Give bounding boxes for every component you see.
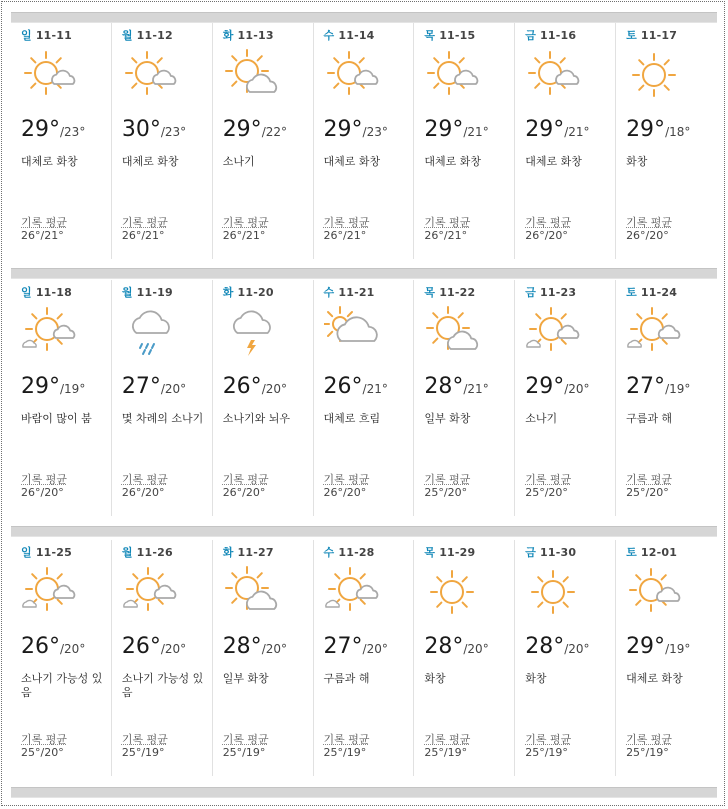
condition-text: 일부 화창 [424,412,471,425]
historical-average-label[interactable]: 기록 평균 [424,473,471,486]
high-temp: 29° [21,117,60,142]
day-cell[interactable] [213,280,314,516]
thunder-cloud-icon [223,304,279,360]
condition-text: 구름과 해 [626,412,673,425]
date-label: 11-25 [35,546,73,559]
low-temp: /21° [362,382,388,396]
high-temp: 28° [222,634,262,659]
condition-text: 대체로 화창 [626,672,683,685]
windy-sun-icon [525,304,581,360]
historical-average-label[interactable]: 기록 평균 [525,733,572,746]
sunny-icon [626,47,682,103]
condition-text: 대체로 화창 [21,155,78,168]
temperature [626,117,690,142]
day-of-week: 화 [222,286,234,299]
day-date [223,27,274,43]
historical-average-value: 26°/20° [525,229,568,242]
temperature [21,634,85,659]
historical-average-label[interactable]: 기록 평균 [222,473,269,486]
high-temp: 29° [424,117,464,142]
historical-average-label[interactable]: 기록 평균 [323,733,370,746]
condition-text: 몇 차례의 소나기 [121,412,204,425]
low-temp: /23° [160,125,187,139]
date-label: 11-19 [136,286,173,299]
windy-sun-icon [324,564,380,620]
temperature [223,374,287,399]
condition-text: 소나기 [525,412,558,425]
historical-average-label[interactable]: 기록 평균 [424,216,471,229]
condition-text: 소나기 가능성 있음 [121,672,204,699]
day-cell[interactable] [314,280,415,516]
day-of-week: 화 [222,29,234,42]
temperature [122,634,186,659]
condition-text: 대체로 화창 [424,155,482,168]
condition-text: 바람이 많이 붐 [21,412,92,425]
day-cell[interactable] [515,540,616,776]
condition-text: 소나기 가능성 있음 [21,672,103,699]
date-label: 11-17 [640,29,678,42]
date-label: 11-18 [35,286,73,299]
windy-sun-icon [626,304,682,360]
windy-sun-icon [21,304,77,360]
historical-average-value: 26°/20° [222,486,266,499]
low-temp: /20° [564,382,590,396]
low-temp: /20° [261,382,287,396]
historical-average-label[interactable]: 기록 평균 [626,733,673,746]
day-date [122,27,173,43]
low-temp: /20° [362,642,388,656]
high-temp: 28° [424,634,464,659]
temperature [626,374,690,399]
low-temp: /19° [665,642,691,656]
day-date [424,284,475,300]
day-date [525,544,576,560]
low-temp: /19° [60,382,86,396]
day-cell[interactable] [616,23,717,259]
low-temp: /22° [261,125,287,139]
temperature [122,374,186,399]
high-temp: 28° [424,374,464,399]
high-temp: 29° [626,634,666,659]
condition-text: 화창 [525,672,547,685]
low-temp: /21° [463,125,489,139]
week-divider [11,526,717,537]
date-label: 11-26 [136,546,173,559]
day-of-week: 목 [424,286,436,299]
temperature [223,117,287,142]
temperature [424,634,488,659]
historical-average-value: 25°/19° [121,746,165,759]
historical-average-value: 26°/21° [222,229,266,242]
date-label: 11-14 [338,29,375,42]
day-date [324,27,375,43]
condition-text: 대체로 화창 [525,155,582,168]
rain-cloud-icon [122,304,178,360]
condition-text: 일부 화창 [222,672,269,685]
day-of-week: 화 [222,546,234,559]
historical-average-value: 26°/21° [424,229,468,242]
temperature [122,117,186,142]
high-temp: 27° [121,374,161,399]
high-temp: 29° [525,374,565,399]
high-temp: 26° [121,634,161,659]
date-label: 11-24 [640,286,678,299]
day-date [21,284,72,300]
date-label: 11-23 [540,286,577,299]
historical-average-label[interactable]: 기록 평균 [121,473,168,486]
day-of-week: 수 [323,286,335,299]
date-label: 11-13 [237,29,274,42]
temperature [525,634,589,659]
day-cell[interactable] [616,280,717,516]
condition-text: 소나기 [222,155,255,168]
historical-average-label[interactable]: 기록 평균 [525,473,572,486]
high-temp: 27° [626,374,666,399]
mostly-cloudy-icon [324,304,380,360]
day-of-week: 금 [525,286,537,299]
day-date [626,544,677,560]
historical-average-value: 26°/20° [626,229,669,242]
day-cell[interactable] [112,540,213,776]
historical-average-label[interactable]: 기록 평균 [121,733,168,746]
mostly-sunny-icon [424,47,480,103]
condition-text: 화창 [626,155,648,168]
day-of-week: 일 [21,29,32,42]
date-label: 11-30 [540,546,577,559]
high-temp: 29° [222,117,262,142]
historical-average-label[interactable]: 기록 평균 [626,473,673,486]
temperature [626,634,690,659]
low-temp: /20° [60,642,86,656]
day-date [424,27,475,43]
day-of-week: 월 [121,546,133,559]
historical-average-value: 25°/20° [626,486,669,499]
mostly-sunny-icon [122,47,178,103]
condition-text: 대체로 흐림 [323,412,381,425]
day-cell[interactable] [213,23,314,259]
day-of-week: 금 [525,546,537,559]
historical-average-label[interactable]: 기록 평균 [121,216,168,229]
high-temp: 26° [323,374,363,399]
mostly-sunny-icon [525,47,581,103]
low-temp: /18° [665,125,691,139]
historical-average-value: 25°/20° [21,746,64,759]
low-temp: /23° [362,125,388,139]
historical-average-label[interactable]: 기록 평균 [323,473,370,486]
historical-average-value: 25°/19° [424,746,468,759]
high-temp: 29° [525,117,565,142]
day-date [525,27,576,43]
temperature [525,117,589,142]
day-of-week: 토 [626,286,637,299]
mostly-sunny-icon [626,564,682,620]
mostly-sunny-icon [324,47,380,103]
historical-average-value: 26°/20° [21,486,64,499]
low-temp: /20° [160,642,187,656]
historical-average-value: 26°/20° [323,486,367,499]
low-temp: /21° [564,125,590,139]
low-temp: /19° [665,382,691,396]
date-label: 11-15 [439,29,476,42]
day-date [223,284,274,300]
day-date [626,284,677,300]
historical-average-value: 25°/19° [626,746,669,759]
historical-average-value: 26°/21° [323,229,367,242]
sunny-icon [525,564,581,620]
day-of-week: 목 [424,546,436,559]
historical-average-label[interactable]: 기록 평균 [21,733,68,746]
condition-text: 대체로 화창 [121,155,179,168]
temperature [324,634,388,659]
date-label: 11-22 [439,286,476,299]
sun-cloud-icon [223,47,279,103]
high-temp: 26° [222,374,262,399]
high-temp: 29° [21,374,60,399]
date-label: 11-21 [338,286,375,299]
date-label: 11-29 [439,546,476,559]
date-label: 11-16 [540,29,577,42]
historical-average-value: 26°/20° [121,486,165,499]
week-divider [11,268,717,279]
day-date [21,544,72,560]
condition-text: 소나기와 뇌우 [222,412,290,425]
day-date [122,284,173,300]
temperature [525,374,589,399]
windy-sun-icon [21,564,77,620]
date-label: 11-28 [338,546,375,559]
low-temp: /21° [463,382,489,396]
day-cell[interactable] [11,540,112,776]
day-cell[interactable] [11,23,112,259]
day-date [424,544,475,560]
date-label: 12-01 [640,546,678,559]
day-of-week: 월 [121,29,133,42]
historical-average-label[interactable]: 기록 평균 [626,216,673,229]
week-row [11,23,717,259]
week-divider [11,787,717,798]
temperature [21,374,85,399]
day-of-week: 수 [323,29,335,42]
sun-cloud-icon [223,564,279,620]
low-temp: /20° [564,642,590,656]
day-of-week: 금 [525,29,537,42]
historical-average-value: 25°/19° [525,746,568,759]
day-cell[interactable] [11,280,112,516]
day-date [525,284,576,300]
week-row [11,540,717,776]
date-label: 11-20 [237,286,274,299]
low-temp: /20° [463,642,489,656]
historical-average-value: 25°/19° [323,746,367,759]
day-cell[interactable] [213,540,314,776]
temperature [324,117,388,142]
day-of-week: 토 [626,546,637,559]
week-row [11,280,717,516]
day-of-week: 일 [21,546,32,559]
day-of-week: 목 [424,29,436,42]
day-of-week: 월 [121,286,133,299]
sun-cloud-icon [424,304,480,360]
day-cell[interactable] [414,540,515,776]
day-cell[interactable] [515,280,616,516]
low-temp: /23° [60,125,86,139]
week-divider [11,12,717,23]
historical-average-label[interactable]: 기록 평균 [525,216,572,229]
day-cell[interactable] [314,540,415,776]
temperature [324,374,388,399]
historical-average-value: 26°/21° [121,229,165,242]
condition-text: 구름과 해 [323,672,370,685]
temperature [424,374,488,399]
day-of-week: 수 [323,546,335,559]
low-temp: /20° [160,382,187,396]
date-label: 11-11 [35,29,73,42]
day-cell[interactable] [314,23,415,259]
temperature [424,117,488,142]
date-label: 11-27 [237,546,274,559]
condition-text: 대체로 화창 [323,155,381,168]
day-of-week: 일 [21,286,32,299]
day-date [626,27,677,43]
high-temp: 29° [323,117,363,142]
condition-text: 화창 [424,672,446,685]
high-temp: 28° [525,634,565,659]
windy-sun-icon [122,564,178,620]
day-date [122,544,173,560]
historical-average-label[interactable]: 기록 평균 [323,216,370,229]
historical-average-value: 26°/21° [21,229,64,242]
high-temp: 30° [121,117,161,142]
day-cell[interactable] [616,540,717,776]
day-date [21,27,72,43]
temperature [223,634,287,659]
historical-average-value: 25°/19° [222,746,266,759]
day-date [324,544,375,560]
day-cell[interactable] [414,23,515,259]
low-temp: /20° [261,642,287,656]
day-cell[interactable] [112,280,213,516]
historical-average-value: 25°/20° [424,486,468,499]
historical-average-value: 25°/20° [525,486,568,499]
day-of-week: 토 [626,29,637,42]
historical-average-label[interactable]: 기록 평균 [222,733,269,746]
high-temp: 27° [323,634,363,659]
high-temp: 26° [21,634,60,659]
high-temp: 29° [626,117,666,142]
historical-average-label[interactable]: 기록 평균 [21,216,68,229]
day-cell[interactable] [414,280,515,516]
historical-average-label[interactable]: 기록 평균 [21,473,68,486]
day-date [324,284,375,300]
day-cell[interactable] [515,23,616,259]
mostly-sunny-icon [21,47,77,103]
day-cell[interactable] [112,23,213,259]
historical-average-label[interactable]: 기록 평균 [424,733,471,746]
day-date [223,544,274,560]
historical-average-label[interactable]: 기록 평균 [222,216,269,229]
temperature [21,117,85,142]
sunny-icon [424,564,480,620]
date-label: 11-12 [136,29,173,42]
